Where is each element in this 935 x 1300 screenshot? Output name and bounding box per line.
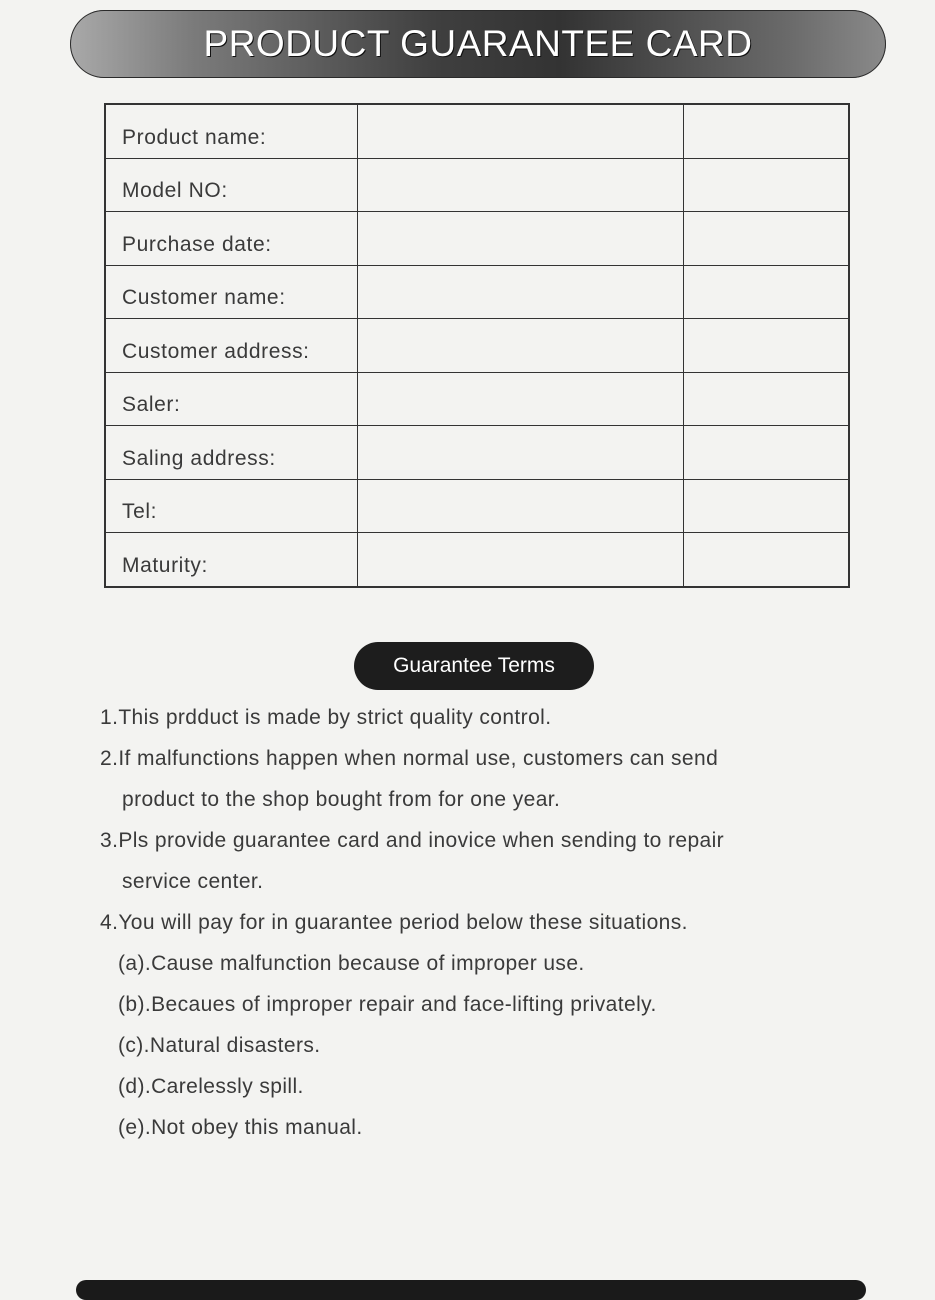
form-label-cell [105,158,358,212]
model-no-label: Model NO: [122,179,228,202]
product-name-label: Product name: [122,125,267,149]
customer-name-label: Customer name: [122,286,286,309]
saling-address-label: Saling address: [122,446,276,470]
tel-label: Tel: [122,500,158,523]
form-row [105,158,849,212]
maturity-extra-field[interactable] [684,533,850,587]
term-line: 3.Pls provide guarantee card and inovice when sending to repair [100,829,725,852]
page-title: PRODUCT GUARANTEE CARD [203,23,753,64]
form-row [105,319,849,373]
model-no-extra-field[interactable] [684,158,850,212]
purchase-date-extra-field[interactable] [684,212,850,266]
form-label-cell [105,265,358,319]
term-line: (d).Carelessly spill. [118,1075,304,1098]
term-line: 4.You will pay for in guarantee period below these situations. [100,911,688,934]
form-label-cell [105,479,358,533]
term-line: (a).Cause malfunction because of improper use. [118,952,585,975]
product-name-extra-field[interactable] [684,104,850,158]
form-label-cell [105,212,358,266]
term-line: 2.If malfunctions happen when normal use, customers can send [100,747,719,770]
form-row [105,479,849,533]
form-label-cell [105,533,358,587]
model-no-field[interactable] [358,158,684,212]
saler-label: Saler: [122,393,181,416]
guarantee-form-table [104,103,850,588]
form-row [105,104,849,158]
maturity-field[interactable] [358,533,684,587]
customer-name-field[interactable] [358,265,684,319]
term-line: service center. [122,870,264,893]
product-name-field[interactable] [358,104,684,158]
saling-address-field[interactable] [358,426,684,480]
customer-address-field[interactable] [358,319,684,373]
saler-extra-field[interactable] [684,372,850,426]
form-label-cell [105,372,358,426]
guarantee-terms-badge [354,642,594,690]
saling-address-extra-field[interactable] [684,426,850,480]
term-line: product to the shop bought from for one year. [122,788,561,811]
form-row [105,212,849,266]
form-row [105,533,849,587]
guarantee-terms-heading: Guarantee Terms [393,654,555,677]
form-label-cell [105,319,358,373]
purchase-date-field[interactable] [358,212,684,266]
tel-extra-field[interactable] [684,479,850,533]
tel-field[interactable] [358,479,684,533]
form-label-cell [105,426,358,480]
term-line: (c).Natural disasters. [118,1034,321,1057]
purchase-date-label: Purchase date: [122,232,272,256]
maturity-label: Maturity: [122,553,208,577]
form-label-cell [105,104,358,158]
form-row [105,265,849,319]
customer-address-label: Customer address: [122,339,310,363]
customer-address-extra-field[interactable] [684,319,850,373]
term-line: 1.This prdduct is made by strict quality control. [100,706,552,729]
term-line: (e).Not obey this manual. [118,1116,363,1139]
bottom-decorative-bar [76,1280,866,1300]
saler-field[interactable] [358,372,684,426]
customer-name-extra-field[interactable] [684,265,850,319]
form-row [105,426,849,480]
title-banner [70,10,886,78]
term-line: (b).Becaues of improper repair and face-lifting privately. [118,993,657,1016]
form-row [105,372,849,426]
